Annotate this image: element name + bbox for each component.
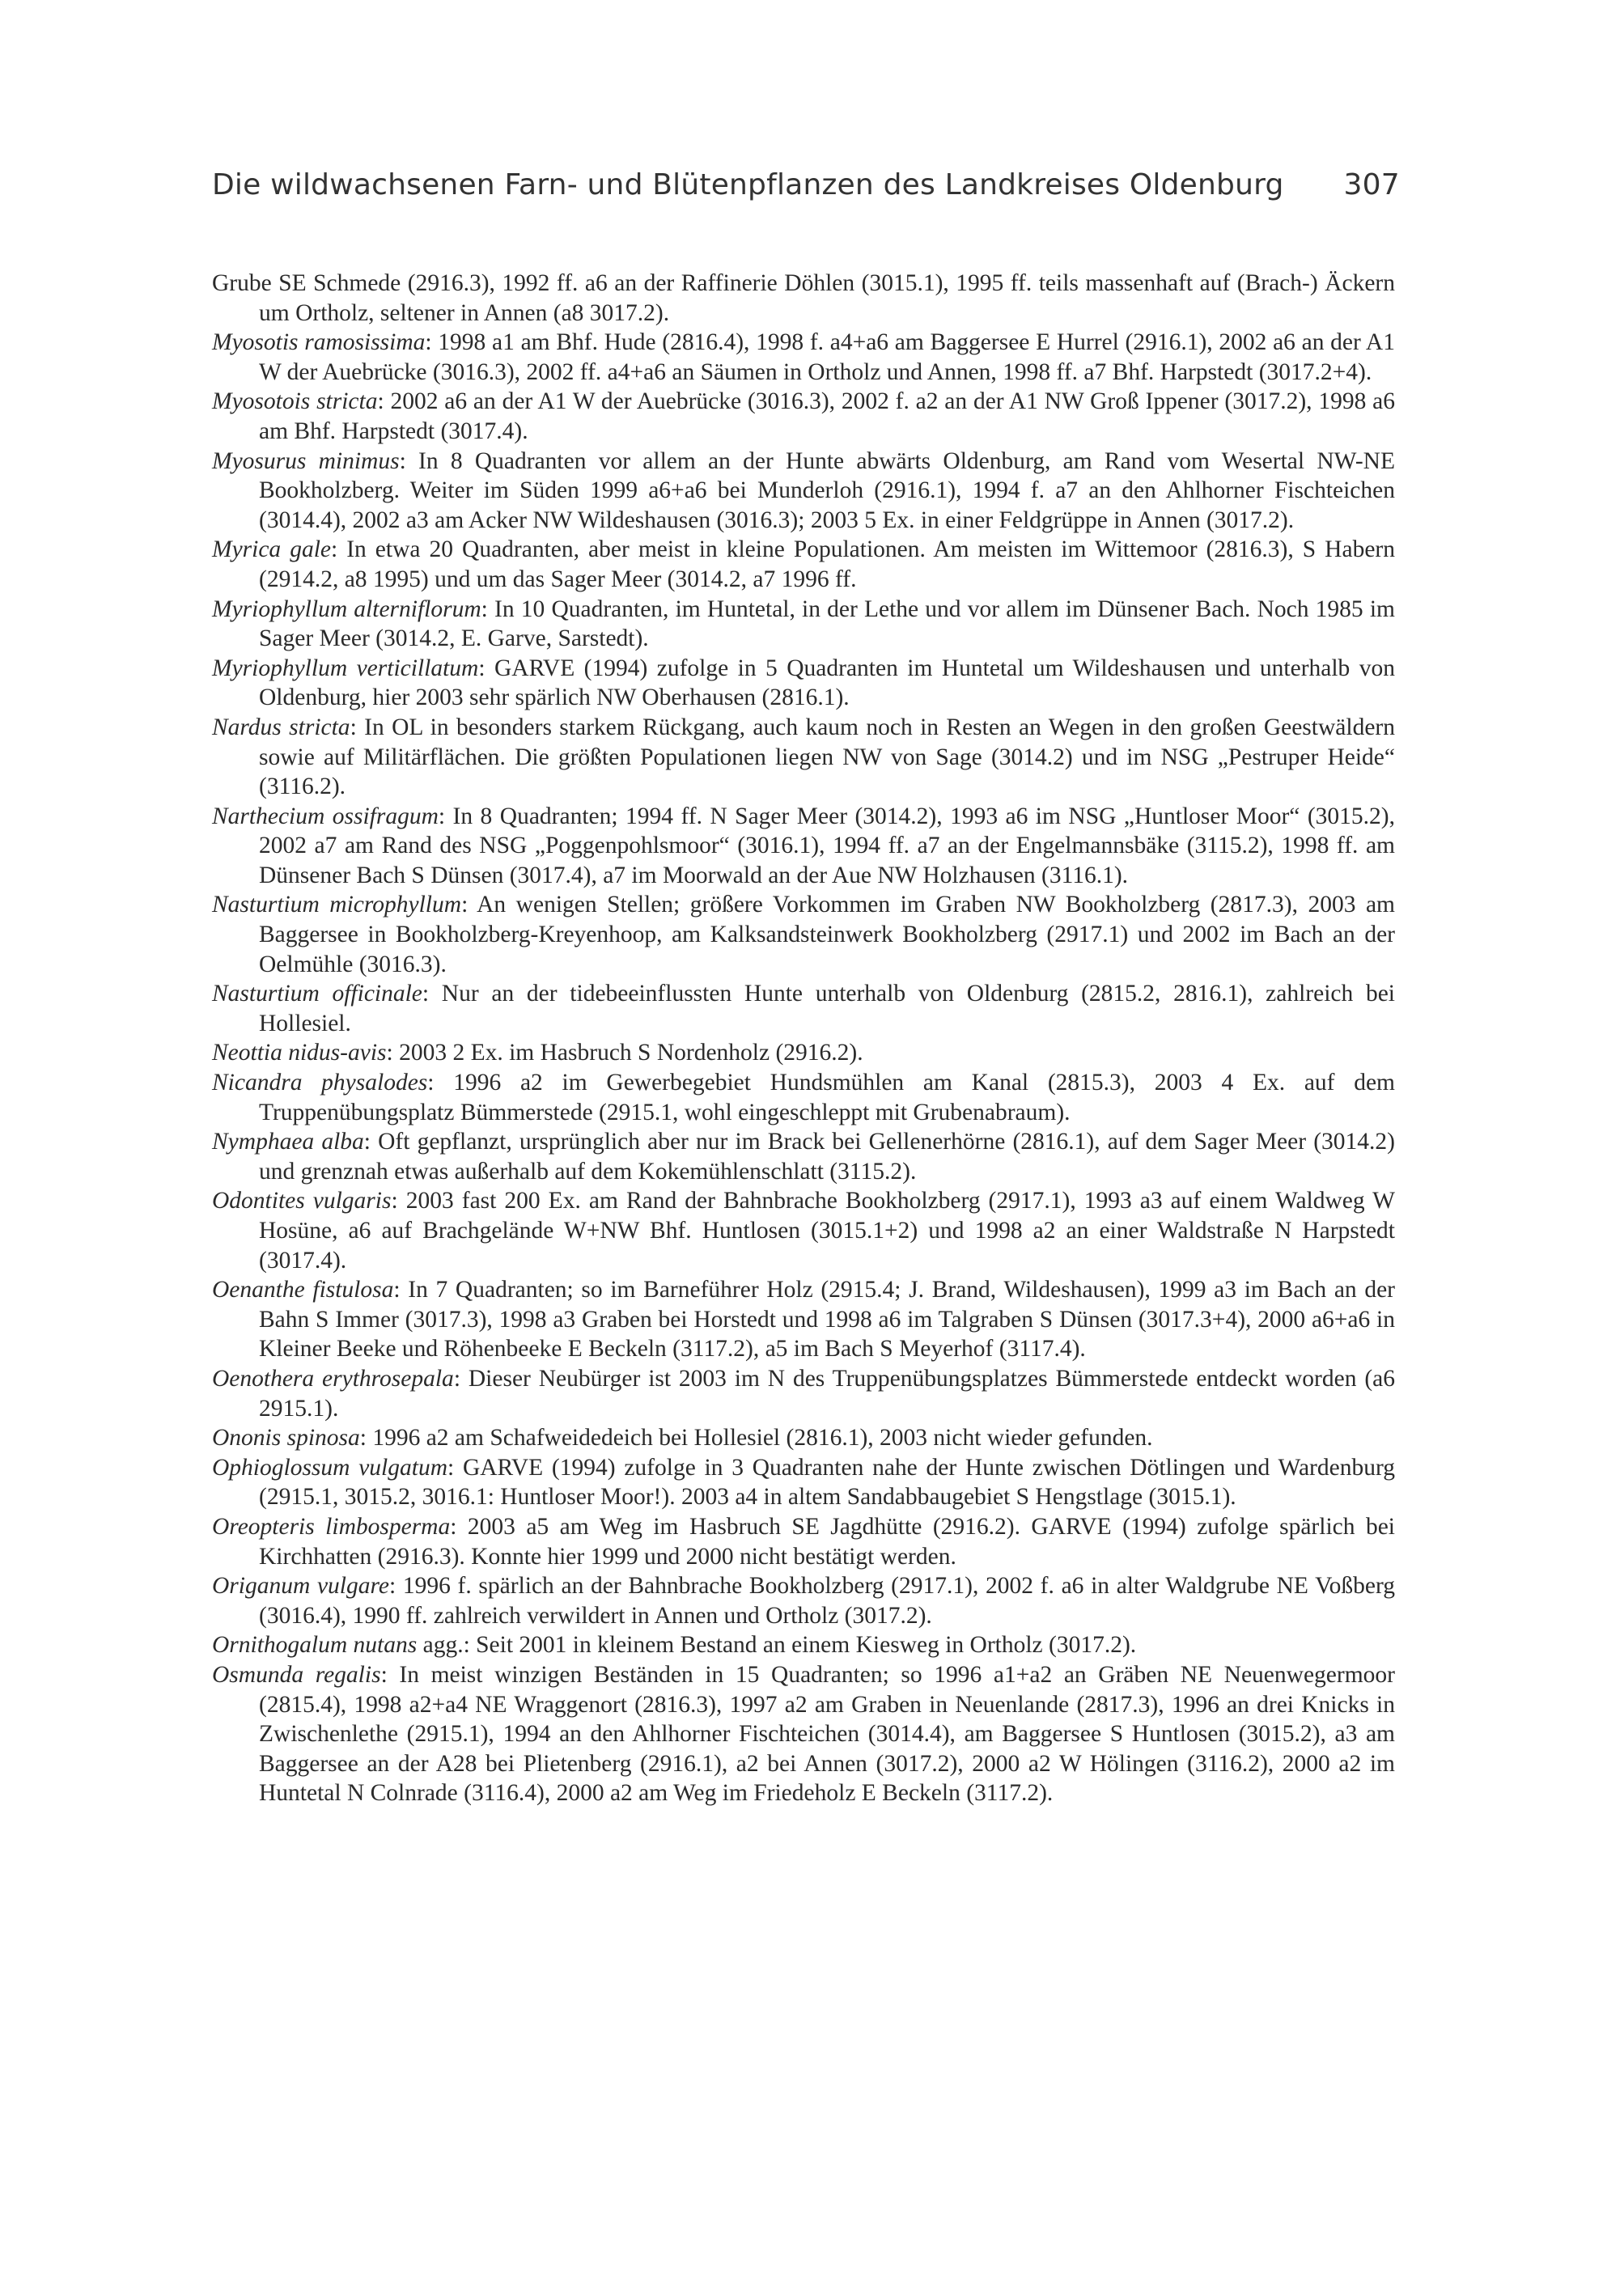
entry-text: : Nur an der tidebeeinflussten Hunte unterhalb von Oldenburg (2815.2, 2816.1), zahlreich bei Hollesiel. [259,981,1395,1036]
entry-text: Grube SE Schmede (2916.3), 1992 ff. a6 an der Raffinerie Döhlen (3015.1), 1995 ff. teils massenhaft auf (Brach-) Äckern um Ortholz, seltener in Annen (a8 3017.2). [212,270,1395,326]
species-entry [212,447,1395,536]
taxon-name: Nasturtium microphyllum [212,892,462,918]
entry-text: : GARVE (1994) zufolge in 3 Quadranten nahe der Hunte zwischen Dötlingen und Wardenburg (2915.1, 3015.2, 3016.1: Huntloser Moor!). 2003 a4 in altem Sandabbaugebiet S Hengstlage (3015.1). [259,1454,1395,1511]
taxon-name: Nicandra physalodes [212,1070,428,1096]
entry-text: : In 8 Quadranten vor allem an der Hunte abwärts Oldenburg, am Rand vom Wesertal NW-NE Bookholzberg. Weiter im Süden 1999 a6+a6 bei Munderloh (2916.1), 1994 f. a7 an den Ahlhorner Fischteichen (3014.4), 2002 a3 am Acker NW Wildeshausen (3016.3); 2003 5 Ex. in einer Feldgrüppe in Annen (3017.2). [259,447,1395,533]
page-number: 307 [1343,168,1400,201]
entry-text: : In 7 Quadranten; so im Barneführer Holz (2915.4; J. Brand, Wildeshausen), 1999 a3 im Bach an der Bahn S Immer (3017.3), 1998 a3 Graben bei Horstedt und 1998 a6 im Talgraben S Dünsen (3017.3+4), 2000 a6+a6 in Kleiner Beeke und Röhenbeeke E Beckeln (3117.2), a5 im Bach S Meyerhof (3117.4). [259,1277,1396,1363]
entry-text: : 2003 fast 200 Ex. am Rand der Bahnbrache Bookholzberg (2917.1), 1993 a3 auf einem Waldweg W Hosüne, a6 auf Brachgelände W+NW Bhf. Huntlosen (3015.1+2) und 1998 a2 an einer Waldstraße N Harpstedt (3017.4). [259,1188,1395,1274]
species-entry [212,1127,1395,1186]
species-entry [212,979,1395,1038]
taxon-name: Oreopteris limbosperma [212,1513,451,1540]
species-entry [212,1038,1395,1068]
species-entry [212,1186,1395,1275]
taxon-name: Myosotis ramosissima [212,329,426,356]
species-entry [212,269,1395,328]
taxon-name: Myriophyllum verticillatum [212,655,479,681]
taxon-name: Oenothera erythrosepala [212,1365,454,1392]
species-entry [212,802,1395,891]
species-entry [212,595,1395,654]
species-entry [212,387,1395,446]
entry-text: : In meist winzigen Beständen in 15 Quadranten; so 1996 a1+a2 an Gräben NE Neuenwegermoor (2815.4), 1998 a2+a4 NE Wraggenort (2816.3), 1997 a2 am Graben in Neuenlande (2817.3), 1996 an drei Knicks in Zwischenlethe (2915.1), 1994 an den Ahlhorner Fischteichen (3014.4), am Baggersee S Huntlosen (3015.2), a3 am Baggersee an der A28 bei Plietenberg (2916.1), a2 bei Annen (3017.2), 2000 a2 W Hölingen (3116.2), 2000 a2 im Huntetal N Colnrade (3116.4), 2000 a2 am Weg im Friedeholz E Beckeln (3117.2). [259,1661,1395,1807]
entry-text: : 2003 2 Ex. im Hasbruch S Nordenholz (2916.2). [386,1040,863,1066]
entry-text: : In OL in besonders starkem Rückgang, auch kaum noch in Resten an Wegen in den großen Geestwäldern sowie auf Militärflächen. Die größten Populationen liegen NW von Sage (3014.2) und im NSG „Pestruper Heide“ (3116.2). [259,714,1395,800]
entry-text: agg.: Seit 2001 in kleinem Bestand an einem Kiesweg in Ortholz (3017.2). [417,1632,1137,1659]
taxon-name: Nymphaea alba [212,1129,364,1155]
species-entry [212,1068,1395,1127]
species-entry [212,535,1395,594]
species-entry [212,328,1395,387]
taxon-name: Myosotois stricta [212,388,378,415]
species-entry [212,1453,1395,1512]
species-entry [212,1630,1395,1660]
species-entry [212,654,1395,713]
taxon-name: Nardus stricta [212,714,350,740]
taxon-name: Ophioglossum vulgatum [212,1454,447,1481]
taxon-name: Myosurus minimus [212,447,400,474]
species-entry [212,1364,1395,1423]
entry-text: : 1996 f. spärlich an der Bahnbrache Bookholzberg (2917.1), 2002 f. a6 in alter Waldgrube NE Voßberg (3016.4), 1990 ff. zahlreich verwildert in Annen und Ortholz (3017.2). [259,1573,1395,1629]
entry-text: : Oft gepflanzt, ursprünglich aber nur im Brack bei Gellenerhörne (2816.1), auf dem Sager Meer (3014.2) und grenznah etwas außerhalb auf dem Kokemühlenschlatt (3115.2). [259,1129,1395,1185]
entry-text: : 2002 a6 an der A1 W der Auebrücke (3016.3), 2002 f. a2 an der A1 NW Groß Ippener (3017.2), 1998 a6 am Bhf. Harpstedt (3017.4). [259,388,1395,444]
species-entry [212,1275,1395,1364]
entry-text: : In 10 Quadranten, im Huntetal, in der Lethe und vor allem im Dünsener Bach. Noch 1985 im Sager Meer (3014.2, E. Garve, Sarstedt). [259,596,1395,652]
taxon-name: Ornithogalum nutans [212,1632,418,1659]
taxon-name: Odontites vulgaris [212,1188,392,1214]
entry-text: : Dieser Neubürger ist 2003 im N des Truppenübungsplatzes Bümmerstede entdeckt worden (a6 2915.1). [259,1365,1395,1422]
entry-text: : 1996 a2 im Gewerbegebiet Hundsmühlen am Kanal (2815.3), 2003 4 Ex. auf dem Truppenübungsplatz Bümmerstede (2915.1, wohl eingeschleppt mit Grubenabraum). [259,1070,1396,1125]
running-header [212,168,1400,201]
taxon-name: Ononis spinosa [212,1425,360,1452]
taxon-name: Nasturtium officinale [212,981,422,1007]
species-entry [212,713,1395,802]
species-entry [212,1423,1395,1453]
entry-text: : 1996 a2 am Schafweidedeich bei Hollesiel (2816.1), 2003 nicht wieder gefunden. [359,1425,1153,1452]
entry-text: : In 8 Quadranten; 1994 ff. N Sager Meer (3014.2), 1993 a6 im NSG „Huntloser Moor“ (3015.2), 2002 a7 am Rand des NSG „Poggenpohlsmoor“ (3016.1), 1994 ff. a7 an der Engelmannsbäke (3115.2), 1998 ff. am Dünsener Bach S Dünsen (3017.4), a7 im Moorwald an der Aue NW Holzhausen (3116.1). [259,803,1395,888]
entry-text: : 1998 a1 am Bhf. Hude (2816.4), 1998 f. a4+a6 am Baggersee E Hurrel (2916.1), 2002 a6 an der A1 W der Auebrücke (3016.3), 2002 ff. a4+a6 an Säumen in Ortholz und Annen, 1998 ff. a7 Bhf. Harpstedt (3017.2+4). [259,329,1395,385]
header-title: Die wildwachsenen Farn- und Blütenpflanzen des Landkreises Oldenburg [212,168,1284,201]
entry-text: : An wenigen Stellen; größere Vorkommen im Graben NW Bookholzberg (2817.3), 2003 am Baggersee in Bookholzberg-Kreyenhoop, am Kalksandsteinwerk Bookholzberg (2917.1) und 2002 im Bach an der Oelmühle (3016.3). [259,892,1395,977]
species-entry [212,890,1395,979]
taxon-name: Osmunda regalis [212,1661,381,1688]
species-entry [212,1512,1395,1571]
entry-text: : In etwa 20 Quadranten, aber meist in kleine Populationen. Am meisten im Wittemoor (2816.3), S Habern (2914.2, a8 1995) und um das Sager Meer (3014.2, a7 1996 ff. [259,536,1395,592]
species-entry [212,1660,1395,1808]
species-list [212,269,1395,1808]
species-entry [212,1571,1395,1630]
taxon-name: Oenanthe fistulosa [212,1277,394,1303]
taxon-name: Origanum vulgare [212,1573,389,1600]
taxon-name: Myriophyllum alterniflorum [212,596,481,622]
entry-text: : GARVE (1994) zufolge in 5 Quadranten im Huntetal um Wildeshausen und unterhalb von Oldenburg, hier 2003 sehr spärlich NW Oberhausen (2816.1). [259,655,1396,711]
taxon-name: Neottia nidus-avis [212,1040,387,1066]
taxon-name: Myrica gale [212,536,331,563]
entry-text: : 2003 a5 am Weg im Hasbruch SE Jagdhütte (2916.2). GARVE (1994) zufolge spärlich bei Kirchhatten (2916.3). Konnte hier 1999 und 2000 nicht bestätigt werden. [259,1513,1395,1570]
taxon-name: Narthecium ossifragum [212,803,439,829]
